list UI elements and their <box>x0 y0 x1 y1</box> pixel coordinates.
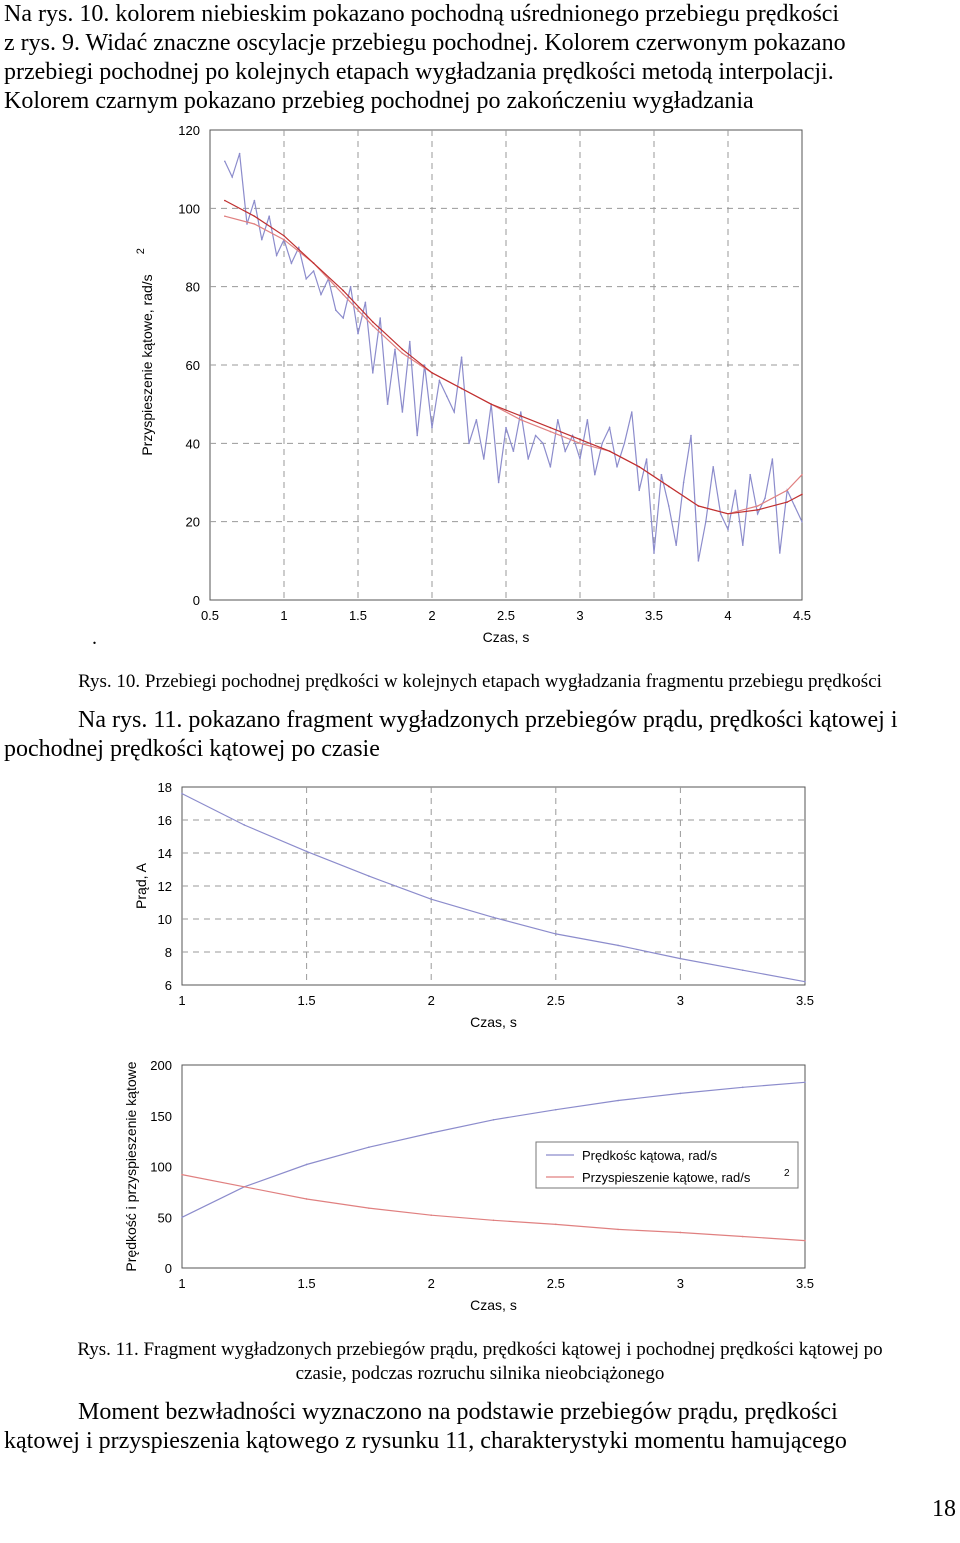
data-point <box>306 1164 308 1166</box>
x-tick-label: 1.5 <box>297 1276 316 1291</box>
data-point <box>224 200 226 202</box>
data-point <box>409 341 411 343</box>
data-point <box>617 1100 619 1102</box>
data-point <box>609 450 611 452</box>
middle-line-1: Na rys. 11. pokazano fragment wygładzonych przebiegów prądu, prędkości kątowej i <box>78 707 898 733</box>
data-point <box>564 450 566 452</box>
data-point <box>801 493 803 495</box>
y-tick-label: 0 <box>164 1261 172 1276</box>
data-point <box>431 427 433 429</box>
figure-11-speed <box>0 1050 960 1325</box>
data-point <box>394 349 396 351</box>
legend-label: Prędkośc kątowa, rad/s <box>582 1148 718 1163</box>
data-point <box>365 302 367 304</box>
x-tick-label: 4 <box>724 608 732 623</box>
data-point <box>283 239 285 241</box>
data-point <box>520 411 522 413</box>
y-tick-label: 16 <box>157 813 172 828</box>
data-point <box>617 1229 619 1231</box>
data-point <box>268 215 270 217</box>
y-tick-label: 200 <box>150 1058 172 1073</box>
data-point <box>254 215 256 217</box>
data-point <box>439 380 441 382</box>
data-point <box>631 411 633 413</box>
data-point <box>335 309 337 311</box>
data-point <box>181 1216 183 1218</box>
intro-paragraph <box>4 0 960 116</box>
data-point <box>305 278 307 280</box>
data-point <box>379 317 381 319</box>
data-point <box>476 419 478 421</box>
x-tick-label: 3.5 <box>795 1276 815 1291</box>
data-point <box>283 235 285 237</box>
x-tick-label: 1 <box>178 1276 186 1291</box>
middle-line-2: pochodnej prędkości kątowej po czasie <box>4 736 380 762</box>
data-point <box>742 969 744 971</box>
y-tick-label: 20 <box>185 514 200 530</box>
data-point <box>493 1119 495 1121</box>
data-point <box>804 981 806 983</box>
data-point <box>468 443 470 445</box>
x-tick-label: 1.5 <box>297 993 316 1008</box>
x-tick-label: 3 <box>676 1276 685 1291</box>
data-point <box>505 427 507 429</box>
data-point <box>246 223 248 225</box>
y-tick-label: 12 <box>157 879 172 894</box>
x-tick-label: 2 <box>427 993 435 1008</box>
x-tick-label: 1 <box>178 993 186 1008</box>
data-point <box>594 474 596 476</box>
figure-10-caption: Rys. 10. Przebiegi pochodnej prędkości w kolejnych etapach wygładzania fragmentu przebiegu prędkości <box>78 671 882 692</box>
data-point <box>653 552 655 554</box>
data-point <box>609 427 611 429</box>
data-point <box>675 544 677 546</box>
data-point <box>342 290 344 292</box>
data-point <box>661 474 663 476</box>
data-point <box>579 458 581 460</box>
closing-line-1: Moment bezwładności wyznaczono na podstawie przebiegów prądu, prędkości <box>78 1399 838 1425</box>
x-tick-label: 3.5 <box>795 993 815 1008</box>
data-point <box>705 521 707 523</box>
x-tick-label: 3 <box>676 993 685 1008</box>
y-tick-label: 150 <box>150 1108 172 1124</box>
data-point <box>342 294 344 296</box>
data-point <box>772 458 774 460</box>
y-tick-label: 80 <box>185 279 200 295</box>
x-tick-label: 1 <box>280 608 288 623</box>
y-tick-label: 50 <box>157 1210 172 1226</box>
figure-11-current <box>0 770 960 1045</box>
y-axis-label-superscript: 2 <box>135 248 147 255</box>
series-line-2 <box>225 201 802 514</box>
y-tick-label: 100 <box>150 1159 172 1175</box>
data-point <box>742 544 744 546</box>
data-point <box>261 239 263 241</box>
x-tick-label: 2 <box>428 608 436 623</box>
data-point <box>720 513 722 515</box>
data-point <box>430 898 432 900</box>
data-point <box>712 466 714 468</box>
data-point <box>483 458 485 460</box>
data-point <box>680 1093 682 1095</box>
data-point <box>181 1174 183 1176</box>
data-point <box>786 501 788 503</box>
data-point <box>698 560 700 562</box>
data-point <box>727 513 729 515</box>
page-number: 18 <box>932 1496 956 1522</box>
x-tick-label: 2 <box>427 1276 435 1291</box>
y-axis-label: Prąd, A <box>133 863 149 909</box>
data-point <box>254 200 256 202</box>
data-point <box>402 352 404 354</box>
data-point <box>727 529 729 531</box>
data-point <box>555 1109 557 1111</box>
x-tick-label: 1.5 <box>348 608 368 623</box>
data-point <box>430 1214 432 1216</box>
data-point <box>493 917 495 919</box>
data-point <box>387 403 389 405</box>
data-point <box>757 513 759 515</box>
data-point <box>224 215 226 217</box>
data-point <box>617 945 619 947</box>
data-point <box>527 458 529 460</box>
data-point <box>244 824 246 826</box>
y-tick-label: 6 <box>164 978 172 993</box>
figure-11-caption-line-1: Rys. 11. Fragment wygładzonych przebiegów prądu, prędkości kątowej i pochodnej prędkości kątowej po <box>77 1339 883 1360</box>
data-point <box>579 439 581 441</box>
intro-line-1: Na rys. 10. kolorem niebieskim pokazano pochodną uśrednionego przebiegu prędkości <box>4 1 840 27</box>
data-point <box>306 1198 308 1200</box>
data-point <box>520 419 522 421</box>
data-point <box>224 161 226 163</box>
figure-11-caption-line-2: czasie, podczas rozruchu silnika nieobciążonego <box>295 1363 665 1384</box>
series-line-0 <box>182 794 805 982</box>
data-point <box>276 255 278 257</box>
x-tick-label: 2.5 <box>546 1276 565 1291</box>
current-chart <box>0 770 960 1040</box>
data-point <box>557 419 559 421</box>
y-tick-label: 100 <box>178 201 200 217</box>
y-tick-label: 40 <box>185 436 200 452</box>
series-line-0 <box>225 154 802 561</box>
data-point <box>535 435 537 437</box>
data-point <box>368 1146 370 1148</box>
data-point <box>742 1236 744 1238</box>
data-point <box>804 1081 806 1083</box>
x-axis-label: Czas, s <box>470 1297 517 1313</box>
data-point <box>291 262 293 264</box>
data-point <box>616 466 618 468</box>
data-point <box>764 497 766 499</box>
data-point <box>453 411 455 413</box>
data-point <box>368 875 370 877</box>
x-axis-label: Czas, s <box>482 629 530 645</box>
intro-line-4: Kolorem czarnym pokazano przebieg pochodnej po zakończeniu wygładzania <box>4 88 754 114</box>
data-point <box>513 450 515 452</box>
y-axis-label: Przyspieszenie kątowe, rad/s <box>139 274 155 456</box>
data-point <box>368 1207 370 1209</box>
intro-line-3: przebiegi pochodnej po kolejnych etapach wygładzania prędkości metodą interpolacji. <box>4 59 834 85</box>
data-point <box>587 419 589 421</box>
data-point <box>342 317 344 319</box>
data-point <box>579 443 581 445</box>
x-tick-label: 3 <box>576 608 584 623</box>
data-point <box>430 1132 432 1134</box>
data-point <box>555 1224 557 1226</box>
acceleration-chart <box>0 110 960 660</box>
data-point <box>181 793 183 795</box>
x-tick-label: 2.5 <box>496 608 516 623</box>
figure-10 <box>0 110 960 665</box>
legend-label: Przyspieszenie kątowe, rad/s <box>582 1170 751 1185</box>
data-point <box>298 247 300 249</box>
data-point <box>372 372 374 374</box>
closing-line-2: kątowej i przyspieszenia kątowego z rysunku 11, charakterystyki momentu hamującego <box>4 1428 847 1454</box>
data-point <box>424 364 426 366</box>
data-point <box>402 411 404 413</box>
y-tick-label: 14 <box>157 846 172 861</box>
y-tick-label: 60 <box>185 358 200 373</box>
y-axis-label: Prędkość i przyspieszenie kątowe <box>123 1061 139 1272</box>
data-point <box>493 1219 495 1221</box>
data-point <box>804 1240 806 1242</box>
data-point <box>239 153 241 155</box>
y-tick-label: 0 <box>192 593 200 608</box>
data-point <box>306 851 308 853</box>
data-point <box>446 396 448 398</box>
data-point <box>550 431 552 433</box>
data-point <box>313 262 315 264</box>
data-point <box>690 435 692 437</box>
data-point <box>624 443 626 445</box>
figure-11-caption <box>0 1338 960 1386</box>
data-point <box>680 958 682 960</box>
data-point <box>231 176 233 178</box>
data-point <box>244 1186 246 1188</box>
data-point <box>601 443 603 445</box>
data-point <box>638 490 640 492</box>
intro-line-2: z rys. 9. Widać znaczne oscylacje przebiegu pochodnej. Kolorem czerwonym pokazano <box>4 30 846 56</box>
data-point <box>786 490 788 492</box>
y-tick-label: 10 <box>157 912 172 927</box>
x-tick-label: 4.5 <box>792 608 812 623</box>
y-tick-label: 18 <box>157 780 172 795</box>
data-point <box>416 435 418 437</box>
data-point <box>801 521 803 523</box>
x-tick-label: 3.5 <box>644 608 664 623</box>
data-point <box>254 223 256 225</box>
data-point <box>320 294 322 296</box>
data-point <box>680 1232 682 1234</box>
x-axis-label: Czas, s <box>470 1014 517 1030</box>
data-point <box>735 490 737 492</box>
closing-paragraph <box>4 1398 960 1456</box>
data-point <box>350 286 352 288</box>
data-point <box>431 372 433 374</box>
data-point <box>461 356 463 358</box>
y-tick-label: 8 <box>164 945 172 960</box>
data-point <box>757 505 759 507</box>
legend-label-superscript: 2 <box>784 1168 790 1179</box>
data-point <box>683 482 685 484</box>
x-tick-label: 0.5 <box>200 608 220 623</box>
data-point <box>490 403 492 405</box>
stray-dot: . <box>92 627 97 649</box>
data-point <box>801 474 803 476</box>
data-point <box>638 466 640 468</box>
data-point <box>668 505 670 507</box>
data-point <box>646 458 648 460</box>
data-point <box>555 933 557 935</box>
data-point <box>357 333 359 335</box>
data-point <box>698 505 700 507</box>
data-point <box>757 509 759 511</box>
data-point <box>668 486 670 488</box>
data-point <box>372 321 374 323</box>
data-point <box>498 482 500 484</box>
data-point <box>550 466 552 468</box>
x-tick-label: 2.5 <box>546 993 565 1008</box>
speed-chart <box>0 1050 960 1320</box>
data-point <box>372 325 374 327</box>
data-point <box>749 474 751 476</box>
data-point <box>402 349 404 351</box>
data-point <box>542 443 544 445</box>
data-point <box>779 552 781 554</box>
data-point <box>461 388 463 390</box>
data-point <box>520 415 522 417</box>
data-point <box>742 1087 744 1089</box>
data-point <box>313 270 315 272</box>
middle-paragraph <box>4 706 960 764</box>
data-point <box>794 505 796 507</box>
y-tick-label: 120 <box>178 123 200 138</box>
data-point <box>550 427 552 429</box>
